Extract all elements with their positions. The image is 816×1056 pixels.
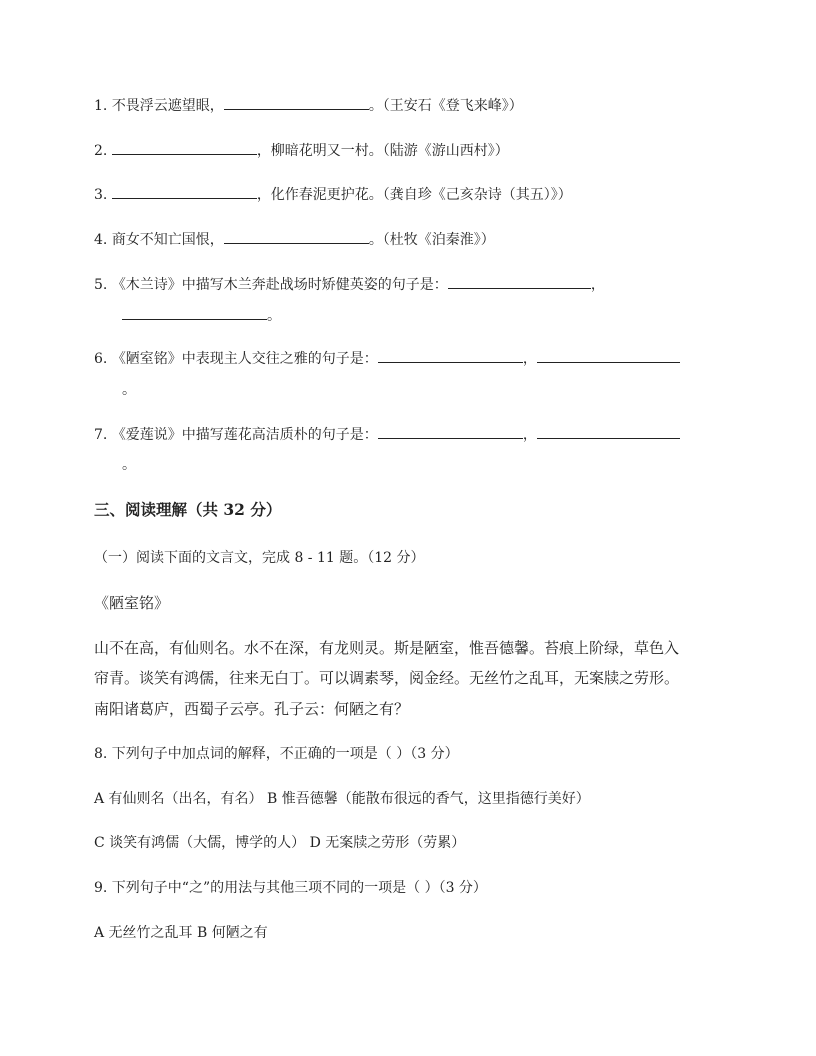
question-1	[94, 95, 523, 116]
question-number: 4.	[94, 232, 108, 248]
question-source: 。（杜牧《泊秦淮》）	[368, 232, 495, 248]
separator: ，	[522, 427, 537, 443]
question-5	[94, 274, 605, 295]
question-text: 《爱莲说》中描写莲花高洁质朴的句子是：	[111, 427, 378, 443]
question-number: 7.	[94, 427, 108, 443]
question-9-options-ab: A 无丝竹之乱耳 B 何陋之有	[94, 925, 268, 941]
answer-blank[interactable]	[378, 424, 523, 439]
passage-line: 南阳诸葛庐，西蜀子云亭。孔子云：何陋之有？	[94, 700, 410, 718]
question-2	[94, 140, 509, 161]
question-8-options-ab: A 有仙则名（出名，有名） B 惟吾德馨（能散布很远的香气，这里指德行美好）	[94, 791, 590, 807]
answer-blank[interactable]	[537, 424, 680, 439]
answer-blank[interactable]	[112, 140, 257, 155]
question-text: ，柳暗花明又一村。（陆游《游山西村》）	[256, 143, 509, 159]
question-number: 1.	[94, 98, 108, 114]
question-6-continuation	[122, 380, 136, 400]
question-number: 5.	[94, 277, 108, 293]
section-heading: 三、阅读理解（共 32 分）	[94, 500, 282, 519]
passage-line: 山不在高，有仙则名。水不在深，有龙则灵。斯是陋室，惟吾德馨。苔痕上阶绿，草色入	[94, 639, 680, 657]
answer-blank[interactable]	[224, 229, 369, 244]
question-7-continuation	[122, 455, 136, 475]
question-5-continuation	[122, 305, 281, 326]
question-text: 《陋室铭》中表现主人交往之雅的句子是：	[111, 351, 378, 367]
passage-title: 《陋室铭》	[94, 594, 170, 612]
question-source: 。（王安石《登飞来峰》）	[368, 98, 523, 114]
answer-blank[interactable]	[378, 348, 523, 363]
question-8-stem: 8. 下列句子中加点词的解释，不正确的一项是（ ）（3 分）	[94, 746, 459, 762]
question-number: 6.	[94, 351, 108, 367]
question-7	[94, 424, 680, 445]
part-intro: （一）阅读下面的文言文，完成 8 - 11 题。（12 分）	[94, 550, 425, 566]
answer-blank[interactable]	[224, 95, 369, 110]
question-number: 2.	[94, 143, 108, 159]
end-mark: 。	[267, 308, 281, 324]
answer-blank[interactable]	[122, 305, 267, 320]
question-6	[94, 348, 680, 369]
answer-blank[interactable]	[448, 274, 591, 289]
end-mark: 。	[122, 457, 136, 473]
question-text: 商女不知亡国恨，	[111, 232, 224, 248]
answer-blank[interactable]	[537, 348, 680, 363]
separator: ，	[590, 277, 605, 293]
separator: ，	[522, 351, 537, 367]
end-mark: 。	[122, 382, 136, 398]
question-8-options-cd: C 谈笑有鸿儒（大儒，博学的人） D 无案牍之劳形（劳累）	[94, 835, 466, 851]
question-3	[94, 184, 572, 205]
question-text: 《木兰诗》中描写木兰奔赴战场时矫健英姿的句子是：	[111, 277, 448, 293]
question-text: 不畏浮云遮望眼，	[111, 98, 224, 114]
question-4	[94, 229, 495, 250]
question-number: 3.	[94, 187, 108, 203]
question-text: ，化作春泥更护花。（龚自珍《己亥杂诗（其五）》）	[256, 187, 572, 203]
question-9-stem: 9. 下列句子中“之”的用法与其他三项不同的一项是（ ）（3 分）	[94, 880, 487, 896]
answer-blank[interactable]	[112, 184, 257, 199]
passage-line: 帘青。谈笑有鸿儒，往来无白丁。可以调素琴，阅金经。无丝竹之乱耳，无案牍之劳形。	[94, 669, 680, 687]
